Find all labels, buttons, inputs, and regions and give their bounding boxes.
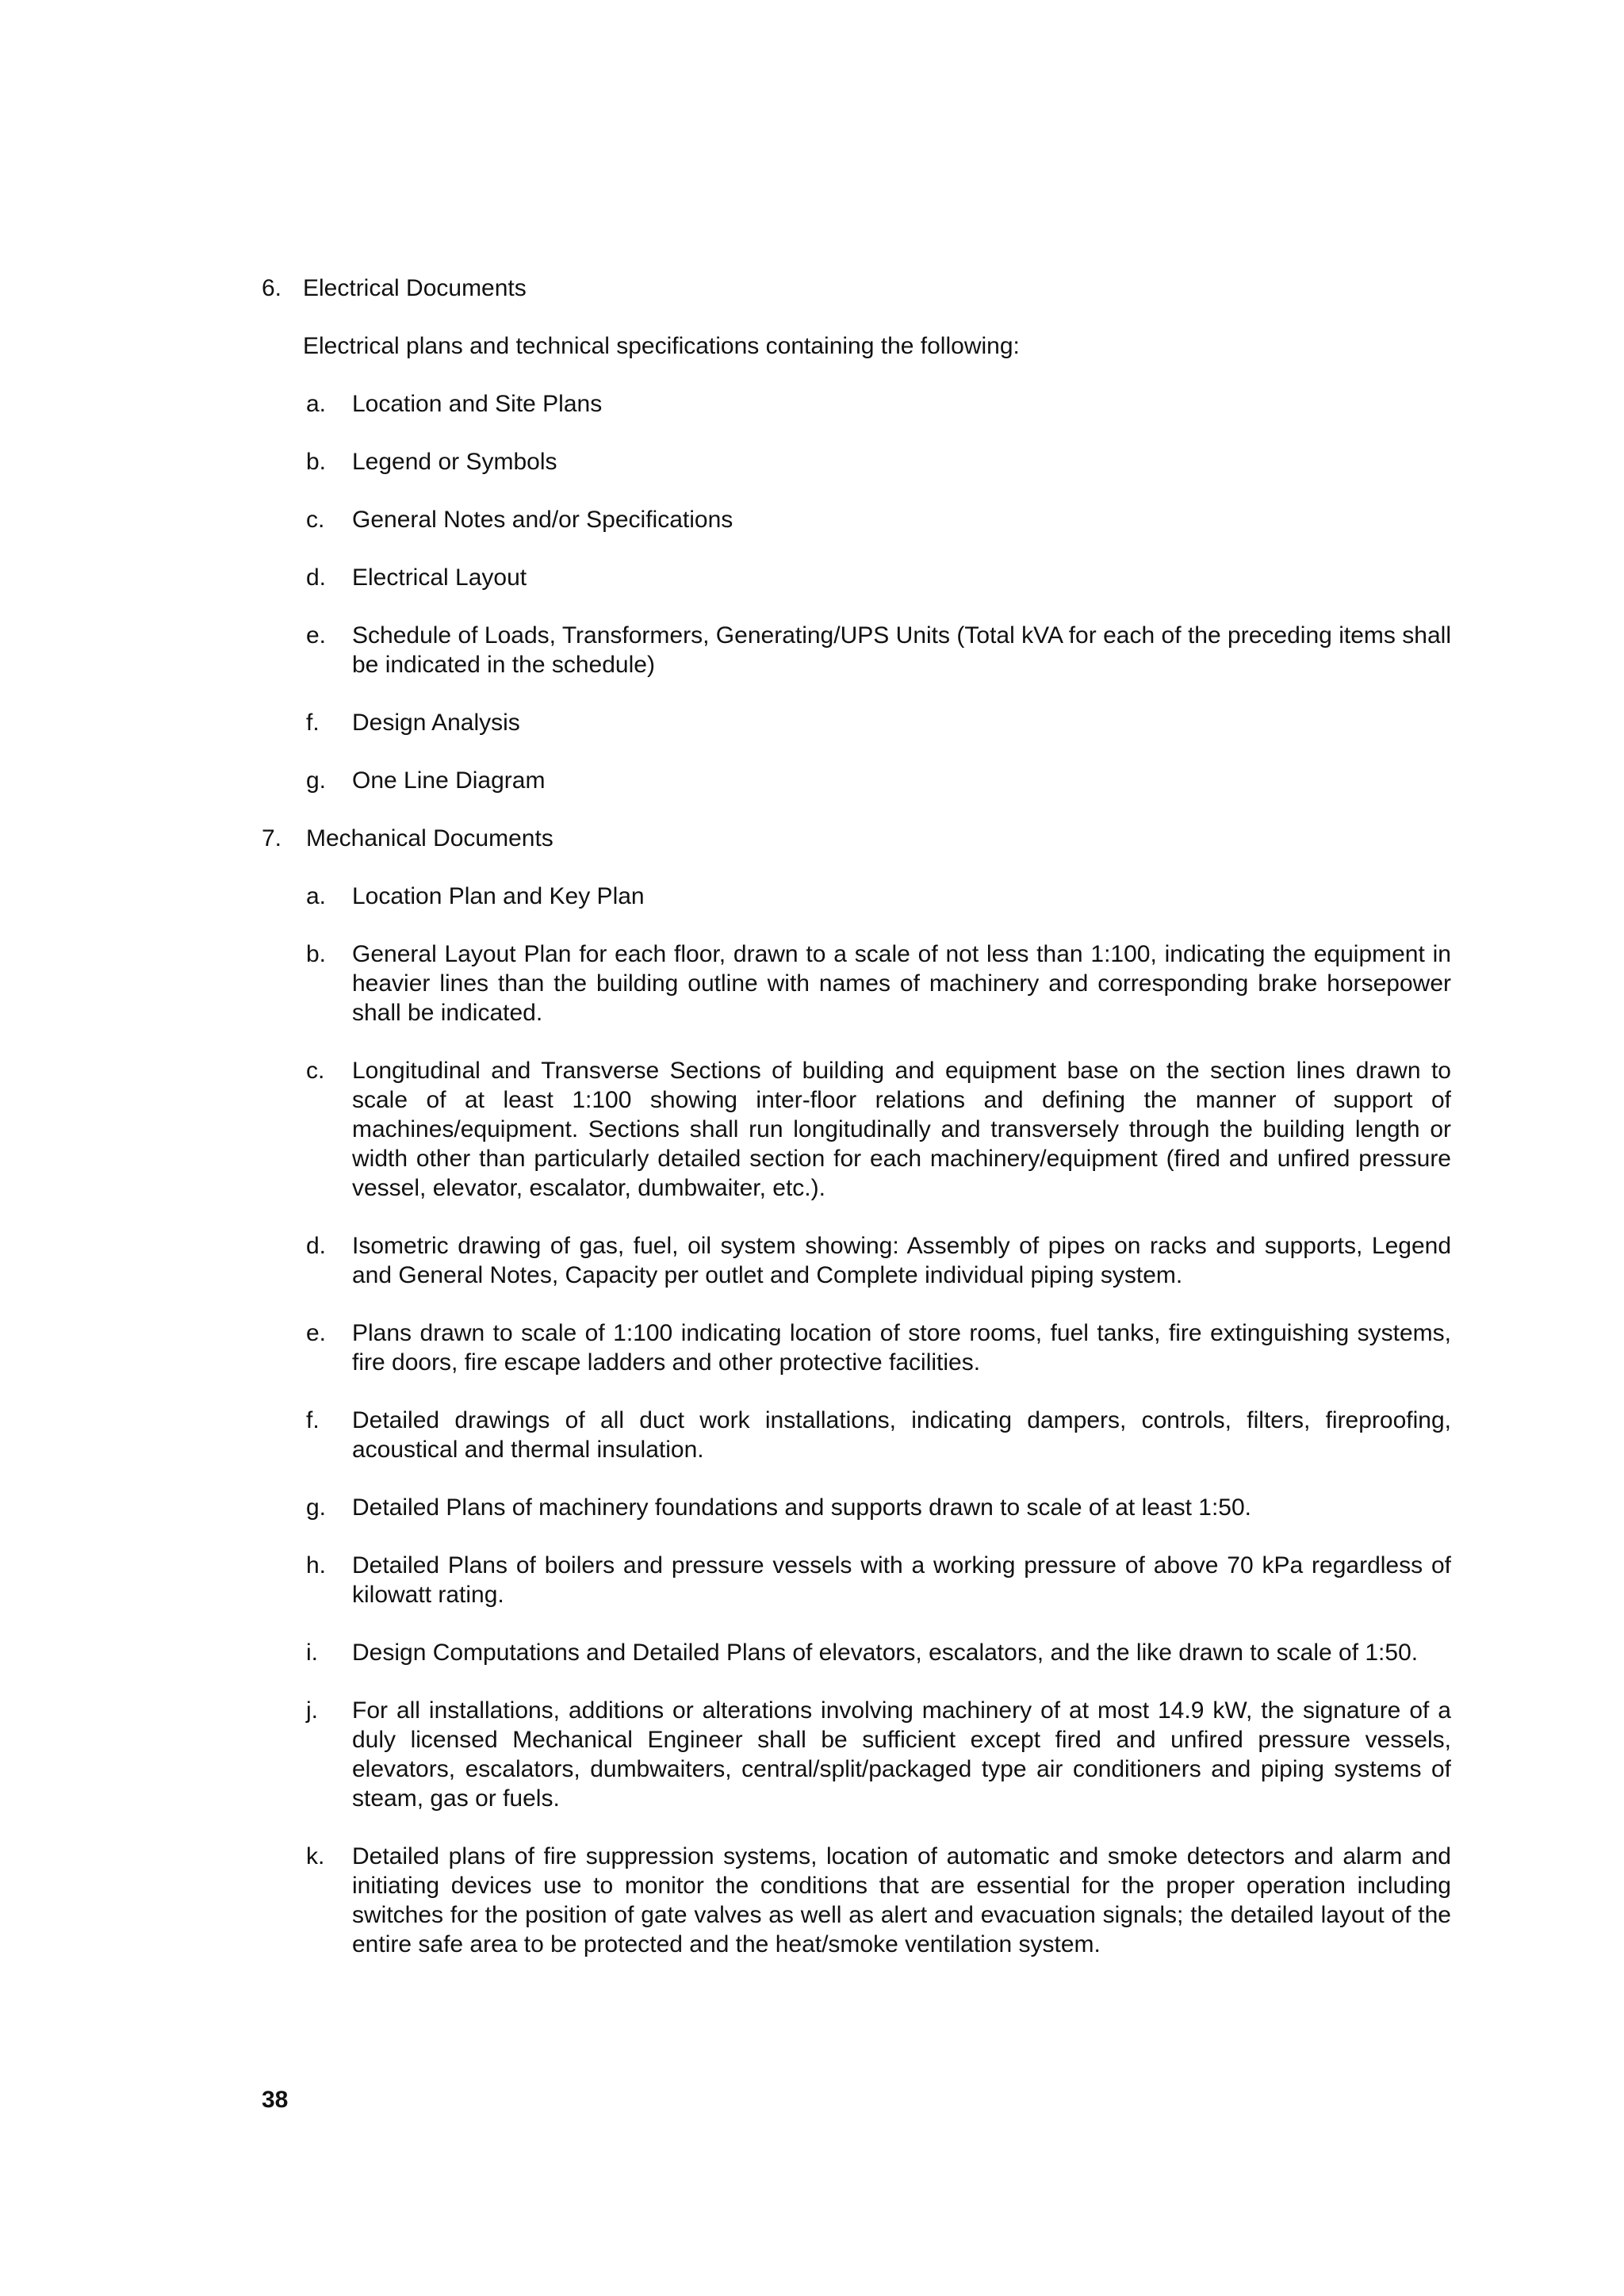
list-item-text: For all installations, additions or alterations involving machinery of at most 14.9 kW, the signature of a duly licensed Mechanical Engineer shall be sufficient except fired and unfired pressure vessels, elevators, escalators, dumbwaiters, central/split/packaged type air conditioners and piping systems of steam, gas or fuels.: [352, 1697, 1451, 1812]
list-item-letter: e.: [306, 1320, 327, 1346]
list-item-text: Isometric drawing of gas, fuel, oil system showing: Assembly of pipes on racks and supports, Legend and General Notes, Capacity per outlet and Complete individual piping system.: [352, 1233, 1451, 1288]
list-item-text: Location Plan and Key Plan: [352, 883, 645, 909]
list-item: [303, 447, 1451, 476]
list-item: [303, 389, 1451, 419]
list-item-letter: a.: [306, 883, 327, 909]
list-item-letter: g.: [306, 767, 327, 794]
list-item-text: Plans drawn to scale of 1:100 indicating location of store rooms, fuel tanks, fire extinguishing systems, fire doors, fire escape ladders and other protective facilities.: [352, 1320, 1451, 1376]
list-item-letter: i.: [306, 1640, 318, 1666]
list-item: [303, 1551, 1451, 1609]
list-item-text: Electrical Layout: [352, 564, 527, 591]
list-item-letter: k.: [306, 1843, 325, 1869]
mechanical-items-list: [262, 882, 1451, 1959]
list-item-text: Detailed plans of fire suppression systems, location of automatic and smoke detectors and alarm and initiating devices use to monitor the conditions that are essential for the proper operation including switches for the position of gate valves as well as alert and evacuation signals; the detailed layout of the entire safe area to be protected and the heat/smoke ventilation system.: [352, 1843, 1451, 1957]
list-item-letter: b.: [306, 941, 327, 967]
list-item: [303, 939, 1451, 1027]
section-heading-mechanical: [262, 824, 1451, 853]
list-item: [303, 882, 1451, 911]
list-item-text: Location and Site Plans: [352, 391, 603, 417]
list-item: [303, 505, 1451, 534]
page-number: 38: [262, 2087, 289, 2113]
list-item-letter: e.: [306, 622, 327, 649]
list-item-letter: h.: [306, 1552, 327, 1578]
list-item: [303, 1406, 1451, 1464]
list-item-text: Schedule of Loads, Transformers, Generating/UPS Units (Total kVA for each of the preceding items shall be indicated in the schedule): [352, 622, 1451, 678]
list-item-text: Detailed Plans of boilers and pressure vessels with a working pressure of above 70 kPa regardless of kilowatt rating.: [352, 1552, 1451, 1608]
list-item-text: Detailed drawings of all duct work installations, indicating dampers, controls, filters, fireproofing, acoustical and thermal insulation.: [352, 1407, 1451, 1463]
list-item-text: Design Computations and Detailed Plans of elevators, escalators, and the like drawn to scale of 1:50.: [352, 1640, 1419, 1666]
list-item-text: Detailed Plans of machinery foundations and supports drawn to scale of at least 1:50.: [352, 1494, 1252, 1521]
list-item: [303, 708, 1451, 737]
list-item-letter: c.: [306, 1058, 325, 1084]
list-item: [303, 1696, 1451, 1813]
list-item-letter: f.: [306, 710, 320, 736]
list-item-letter: f.: [306, 1407, 320, 1433]
list-item: [303, 621, 1451, 679]
list-item: [303, 1493, 1451, 1522]
list-item: [303, 1638, 1451, 1667]
list-item-letter: c.: [306, 507, 325, 533]
section-heading-electrical: [262, 274, 1451, 303]
electrical-items-list: [262, 389, 1451, 795]
list-item-letter: a.: [306, 391, 327, 417]
list-item-letter: b.: [306, 449, 327, 475]
section-number: 6.: [262, 275, 282, 301]
page-content: [262, 274, 1451, 1959]
list-item-text: Longitudinal and Transverse Sections of building and equipment base on the section lines drawn to scale of at least 1:100 showing inter-floor relations and defining the manner of support of machines/equipment. Sections shall run longitudinally and transversely through the building length or width other than particularly detailed section for each machinery/equipment (fired and unfired pressure vessel, elevator, escalator, dumbwaiter, etc.).: [352, 1058, 1451, 1201]
list-item: [303, 766, 1451, 795]
list-item-letter: g.: [306, 1494, 327, 1521]
list-item: [303, 1056, 1451, 1203]
list-item-text: General Notes and/or Specifications: [352, 507, 733, 533]
list-item-text: One Line Diagram: [352, 767, 546, 794]
list-item: [303, 1842, 1451, 1959]
list-item-letter: d.: [306, 1233, 327, 1259]
list-item: [303, 563, 1451, 592]
list-item-text: Legend or Symbols: [352, 449, 557, 475]
list-item-letter: d.: [306, 564, 327, 591]
section-number: 7.: [262, 825, 282, 851]
list-item-letter: j.: [306, 1697, 318, 1724]
section-intro: Electrical plans and technical specifications containing the following:: [303, 333, 1020, 359]
list-item-text: General Layout Plan for each floor, drawn to a scale of not less than 1:100, indicating the equipment in heavier lines than the building outline with names of machinery and corresponding brake horsepower shall be indicated.: [352, 941, 1451, 1026]
section-title: Electrical Documents: [303, 275, 527, 301]
list-item: [303, 1318, 1451, 1377]
section-title: Mechanical Documents: [306, 825, 553, 851]
list-item-text: Design Analysis: [352, 710, 520, 736]
list-item: [303, 1231, 1451, 1290]
